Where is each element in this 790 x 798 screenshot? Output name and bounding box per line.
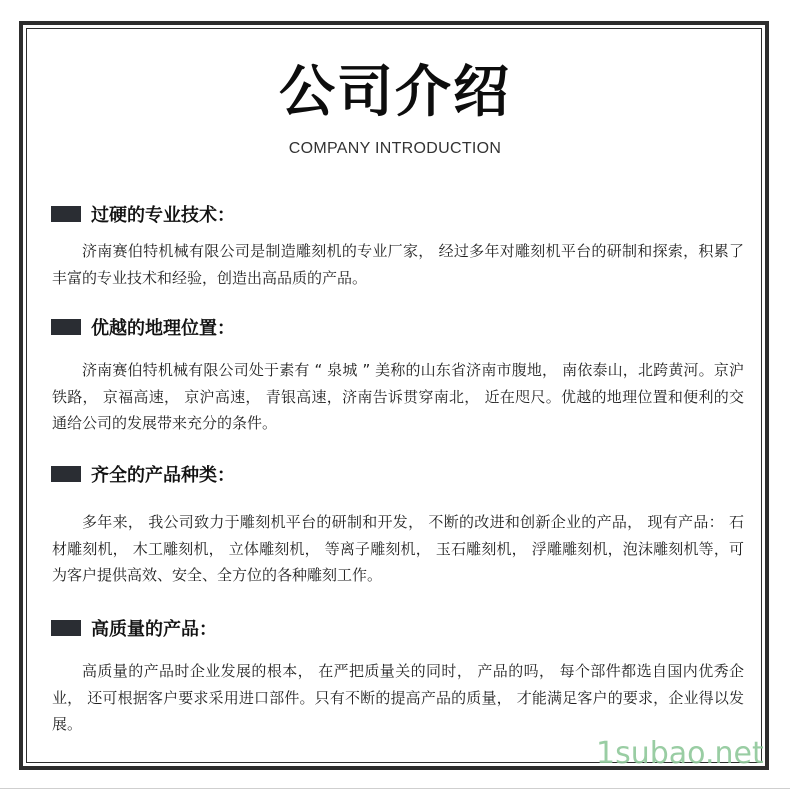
bottom-divider <box>0 788 790 789</box>
section-text-quality: 高质量的产品时企业发展的根本， 在严把质量关的同时， 产品的吗， 每个部件都选自国内优秀企业， 还可根据客户要求采用进口部件。只有不断的提高产品的质量， 才能满足客户的要求，企业得以发展。 <box>52 662 744 733</box>
heading-bar-icon <box>51 206 81 222</box>
section-heading-label: 优越的地理位置： <box>91 318 235 339</box>
watermark: 1subao.net <box>596 736 764 771</box>
section-text-technology: 济南赛伯特机械有限公司是制造雕刻机的专业厂家， 经过多年对雕刻机平台的研制和探索，积累了丰富的专业技术和经验，创造出高品质的产品。 <box>52 242 744 287</box>
page-subtitle: COMPANY INTRODUCTION <box>288 140 502 157</box>
section-heading-technology <box>51 203 235 225</box>
heading-bar-icon <box>51 319 81 335</box>
section-text-products: 多年来， 我公司致力于雕刻机平台的研制和开发， 不断的改进和创新企业的产品， 现有产品： 石材雕刻机， 木工雕刻机， 立体雕刻机， 等离子雕刻机， 玉石雕刻机， 浮雕雕刻机，泡沫雕刻机等，可为客户提供高效、安全、全方位的各种雕刻工作。 <box>52 513 744 584</box>
section-heading-label: 过硬的专业技术： <box>91 205 235 226</box>
section-text-location: 济南赛伯特机械有限公司处于素有 “ 泉城 ” 美称的山东省济南市腹地， 南依泰山，北跨黄河。京沪铁路， 京福高速， 京沪高速， 青银高速，济南告诉贯穿南北， 近在咫尺。优越的地理位置和便利的交通给公司的发展带来充分的条件。 <box>52 361 744 432</box>
section-heading-products <box>51 463 235 485</box>
section-heading-label: 高质量的产品： <box>91 619 217 640</box>
section-heading-label: 齐全的产品种类： <box>91 465 235 486</box>
heading-bar-icon <box>51 620 81 636</box>
heading-bar-icon <box>51 466 81 482</box>
section-heading-location <box>51 316 235 338</box>
section-heading-quality <box>51 617 217 639</box>
page-title: 公司介绍 <box>279 60 511 125</box>
